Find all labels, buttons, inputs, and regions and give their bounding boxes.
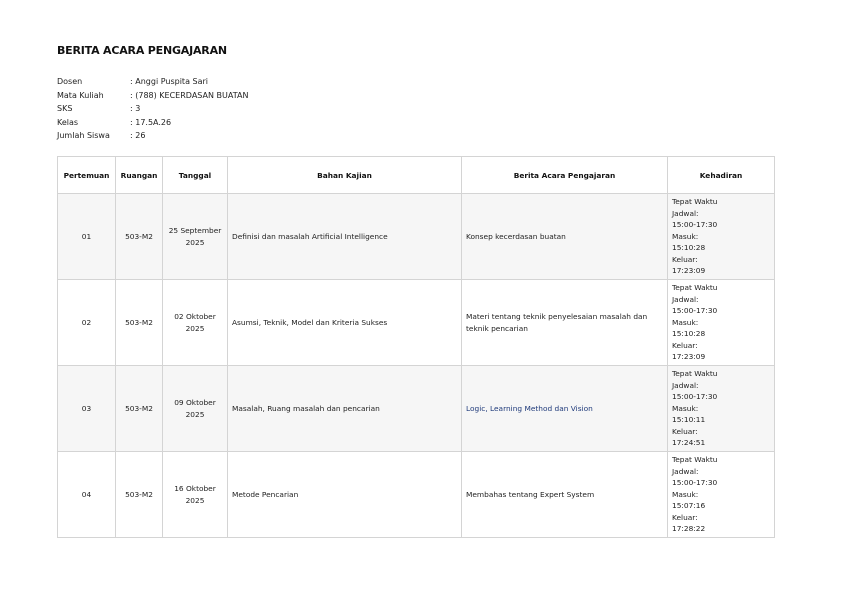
attendance-value: 15:00-17:30: [672, 306, 718, 316]
attendance-value: 17:23:09: [672, 266, 706, 276]
cell-pertemuan: 01: [58, 194, 116, 280]
cell-pertemuan: 04: [58, 452, 116, 538]
cell-kehadiran: [668, 194, 775, 280]
header-berita-acara: Berita Acara Pengajaran: [462, 157, 668, 194]
cell-kehadiran: [668, 452, 775, 538]
course-info: [57, 75, 248, 143]
meta-row-kelas: [57, 116, 248, 130]
header-kehadiran: Kehadiran: [668, 157, 775, 194]
cell-tanggal: 09 Oktober 2025: [163, 366, 228, 452]
cell-kehadiran: [668, 366, 775, 452]
cell-berita-acara: Konsep kecerdasan buatan: [462, 194, 668, 280]
meta-row-jumlah-siswa: [57, 129, 248, 143]
cell-berita-acara: Materi tentang teknik penyelesaian masalah dan teknik pencarian: [462, 280, 668, 366]
meta-value: : 17.5A.26: [130, 117, 172, 127]
cell-pertemuan: 02: [58, 280, 116, 366]
cell-ruangan: 503-M2: [116, 280, 163, 366]
attendance-label: Masuk:: [672, 403, 699, 413]
attendance-label: Masuk:: [672, 489, 699, 499]
cell-tanggal: 25 September 2025: [163, 194, 228, 280]
cell-pertemuan: 03: [58, 366, 116, 452]
attendance-value: 15:10:11: [672, 415, 706, 425]
meta-value: : 3: [130, 104, 141, 113]
meta-label: Kelas: [57, 117, 79, 127]
header-pertemuan: Pertemuan: [58, 157, 116, 194]
attendance-value: 15:10:28: [672, 243, 706, 253]
attendance-label: Jadwal:: [672, 208, 699, 218]
cell-ruangan: 503-M2: [116, 366, 163, 452]
attendance-label: Jadwal:: [672, 466, 699, 476]
meta-value: : Anggi Puspita Sari: [130, 77, 208, 86]
attendance-status: Tepat Waktu: [672, 369, 718, 379]
cell-ruangan: 503-M2: [116, 194, 163, 280]
attendance-value: 17:28:22: [672, 524, 706, 534]
meta-row-sks: [57, 102, 248, 116]
attendance-label: Keluar:: [672, 254, 698, 264]
meta-value: : 26: [130, 131, 146, 140]
attendance-value: 17:24:51: [672, 438, 706, 448]
attendance-label: Masuk:: [672, 317, 699, 327]
attendance-value: 17:23:09: [672, 352, 706, 362]
table-row: [58, 280, 775, 366]
attendance-label: Jadwal:: [672, 294, 699, 304]
attendance-label: Keluar:: [672, 340, 698, 350]
cell-ruangan: 503-M2: [116, 452, 163, 538]
attendance-status: Tepat Waktu: [672, 283, 718, 293]
attendance-status: Tepat Waktu: [672, 455, 718, 465]
attendance-status: Tepat Waktu: [672, 197, 718, 207]
header-tanggal: Tanggal: [163, 157, 228, 194]
header-ruangan: Ruangan: [116, 157, 163, 194]
attendance-label: Keluar:: [672, 426, 698, 436]
table-row: [58, 452, 775, 538]
meta-label: SKS: [57, 104, 73, 113]
document-title: BERITA ACARA PENGAJARAN: [57, 44, 227, 57]
cell-bahan-kajian: Masalah, Ruang masalah dan pencarian: [228, 366, 462, 452]
attendance-label: Jadwal:: [672, 380, 699, 390]
cell-berita-acara: Membahas tentang Expert System: [462, 452, 668, 538]
attendance-value: 15:00-17:30: [672, 392, 718, 402]
meta-label: Mata Kuliah: [57, 90, 104, 100]
header-bahan-kajian: Bahan Kajian: [228, 157, 462, 194]
teaching-report-table: [57, 156, 775, 538]
cell-tanggal: 02 Oktober 2025: [163, 280, 228, 366]
meta-row-mata-kuliah: [57, 89, 248, 103]
cell-bahan-kajian: Metode Pencarian: [228, 452, 462, 538]
table-row: [58, 194, 775, 280]
cell-bahan-kajian: Asumsi, Teknik, Model dan Kriteria Sukses: [228, 280, 462, 366]
cell-tanggal: 16 Oktober 2025: [163, 452, 228, 538]
table-header-row: [58, 157, 775, 194]
meta-label: Dosen: [57, 77, 83, 86]
attendance-value: 15:07:16: [672, 501, 706, 511]
meta-row-dosen: [57, 75, 248, 89]
attendance-label: Keluar:: [672, 512, 698, 522]
meta-label: Jumlah Siswa: [57, 131, 110, 140]
attendance-value: 15:00-17:30: [672, 220, 718, 230]
cell-bahan-kajian: Definisi dan masalah Artificial Intelligence: [228, 194, 462, 280]
cell-kehadiran: [668, 280, 775, 366]
cell-berita-acara: Logic, Learning Method dan Vision: [462, 366, 668, 452]
table-row: [58, 366, 775, 452]
attendance-label: Masuk:: [672, 231, 699, 241]
attendance-value: 15:10:28: [672, 329, 706, 339]
attendance-value: 15:00-17:30: [672, 478, 718, 488]
meta-value: : (788) KECERDASAN BUATAN: [130, 90, 249, 100]
